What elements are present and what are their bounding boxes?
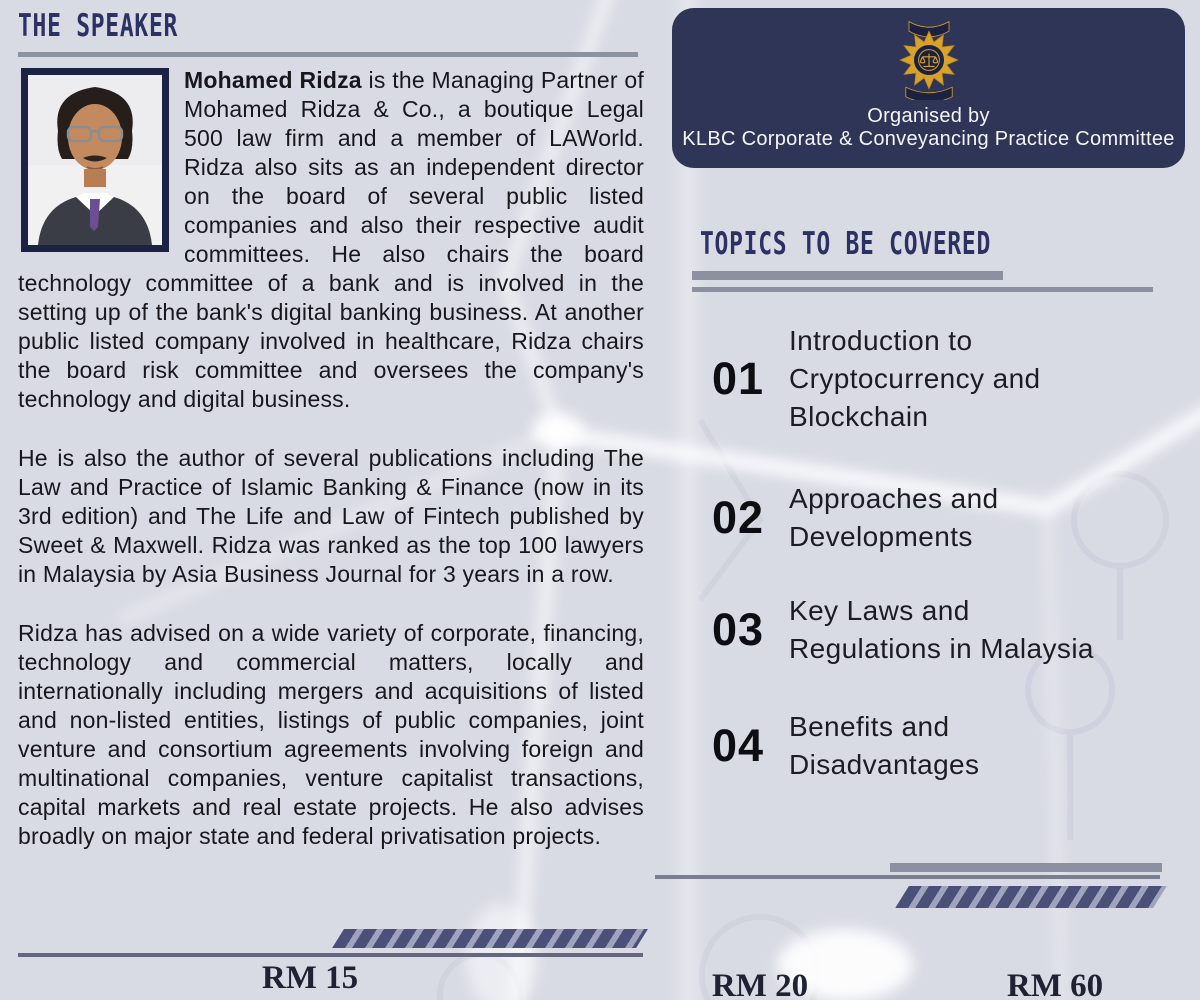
topic-item-1: [712, 322, 1041, 436]
topic-label-line: Developments: [789, 521, 973, 552]
topic-label-line: Approaches and: [789, 483, 999, 514]
topic-label: [789, 480, 999, 556]
topic-label-line: Benefits and: [789, 711, 950, 742]
price-rm15: RM 15: [261, 960, 359, 996]
price-rm60: RM 60: [1006, 968, 1104, 1000]
organiser-committee-name: KLBC Corporate & Conveyancing Practice Committee: [682, 128, 1175, 150]
speaker-name: Mohamed Ridza: [184, 67, 362, 93]
topics-section-heading: TOPICS TO BE COVERED: [700, 226, 992, 262]
topics-heading-bar-thick: [692, 271, 1003, 280]
bio-paragraph-1-text: is the Managing Partner of Mohamed Ridza & Co., a boutique Legal 500 law firm and a member of LAWorld. Ridza also sits as an independent director on the board of several public listed companies and also their respective audit committees. He also chairs the board technology committee of a bank and is involved in the setting up of the bank's digital banking business. At another public listed company involved in healthcare, Ridza chairs the board risk committee and oversees the company's technology and digital business.: [18, 67, 645, 412]
topic-label: [789, 708, 979, 784]
speaker-section-heading: THE SPEAKER: [18, 8, 179, 44]
portrait-illustration: [28, 75, 162, 245]
topic-item-3: [712, 592, 1094, 668]
topics-heading-bar-thin: [692, 287, 1153, 292]
topic-label: [789, 592, 1094, 668]
divider-line-right: [655, 875, 1160, 879]
hatched-bar-right: [895, 886, 1167, 908]
topic-item-4: [712, 708, 979, 784]
topic-label-line: Introduction to: [789, 325, 973, 356]
price-rm20: RM 20: [711, 968, 809, 1000]
topic-number: 02: [712, 492, 765, 543]
topic-label-line: Regulations in Malaysia: [789, 633, 1094, 664]
bar-committee-emblem-icon: [893, 20, 965, 100]
organiser-box: [672, 8, 1185, 168]
bio-paragraph-3: Ridza has advised on a wide variety of corporate, financing, technology and commercial matters, locally and internationally including mergers and acquisitions of listed and non-listed entities, listings of public companies, joint venture and consortium agreements involving foreign and multinational companies, venture capitalist transactions, capital markets and real estate projects. He also advises broadly on major state and federal privatisation projects.: [18, 620, 644, 849]
organised-by-label: Organised by: [867, 105, 990, 127]
divider-line-left: [18, 953, 643, 957]
speaker-bio: [18, 66, 644, 851]
left-column: [18, 8, 644, 881]
topic-number: 04: [712, 720, 765, 771]
topic-label-line: Key Laws and: [789, 595, 970, 626]
topic-number: 03: [712, 604, 765, 655]
topic-item-2: [712, 480, 999, 556]
topic-number: 01: [712, 353, 765, 404]
speaker-heading-rule: [18, 52, 638, 57]
topic-label: [789, 322, 1041, 436]
topic-label-line: Disadvantages: [789, 749, 980, 780]
topic-label-line: Cryptocurrency and: [789, 363, 1041, 394]
hatched-bar-left: [332, 929, 648, 948]
bottom-bar-thick: [890, 863, 1162, 872]
speaker-photo: [21, 68, 169, 252]
bio-paragraph-2: He is also the author of several publications including The Law and Practice of Islamic Banking & Finance (now in its 3rd edition) and The Life and Law of Fintech published by Sweet & Maxwell. Ridza was ranked as the top 100 lawyers in Malaysia by Asia Business Journal for 3 years in a row.: [18, 445, 644, 587]
topic-label-line: Blockchain: [789, 401, 929, 432]
